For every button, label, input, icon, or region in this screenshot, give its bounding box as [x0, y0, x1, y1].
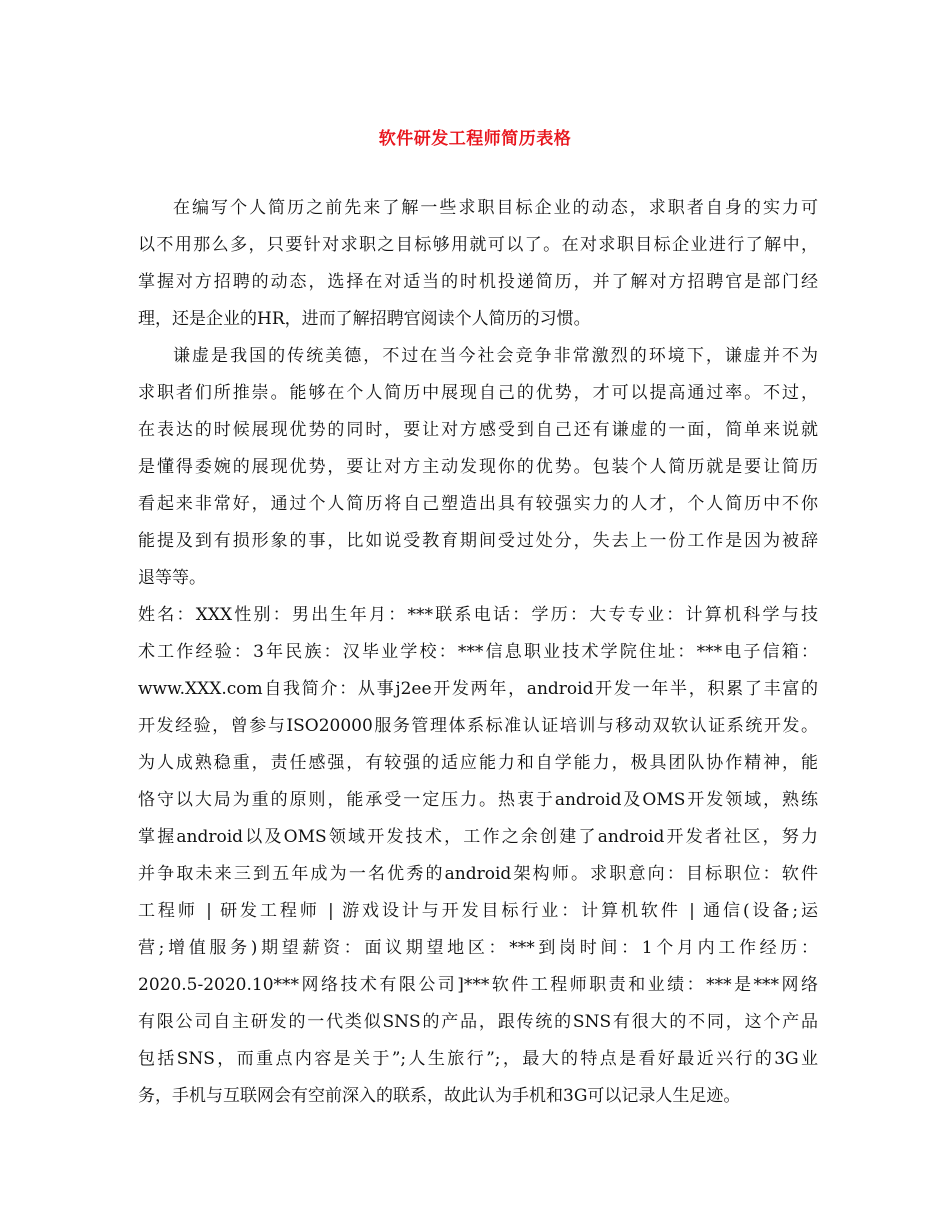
resume-line-5: 为人成熟稳重，责任感强，有较强的适应能力和自学能力，极具团队协作精神，能	[138, 753, 818, 773]
resume-line-1: 姓名：XXX性别：男出生年月：***联系电话：学历：大专专业：计算机科学与技	[138, 605, 818, 625]
paragraph-2-line-4: 是懂得委婉的展现优势，要让对方主动发现你的优势。包装个人简历就是要让简历	[138, 457, 818, 477]
resume-line-13: 包括SNS，而重点内容是关于”;人生旅行”;，最大的特点是看好最近兴行的3G业	[138, 1049, 818, 1069]
resume-line-12: 有限公司自主研发的一代类似SNS的产品，跟传统的SNS有很大的不同，这个产品	[138, 1012, 818, 1032]
document-title: 软件研发工程师简历表格	[378, 129, 572, 149]
resume-line-8: 并争取未来三到五年成为一名优秀的android架构师。求职意向：目标职位：软件	[138, 864, 818, 884]
resume-line-4: 开发经验，曾参与ISO20000服务管理体系标准认证培训与移动双软认证系统开发。	[138, 716, 818, 736]
paragraph-1-line-2: 以不用那么多，只要针对求职之目标够用就可以了。在对求职目标企业进行了解中，	[138, 235, 818, 255]
paragraph-1-line-4: 理，还是企业的HR，进而了解招聘官阅读个人简历的习惯。	[138, 309, 591, 329]
resume-line-11: 2020.5-2020.10***网络技术有限公司]***软件工程师职责和业绩：***是***网络	[138, 975, 818, 995]
resume-line-2: 术工作经验：3年民族：汉毕业学校：***信息职业技术学院住址：***电子信箱：	[138, 642, 818, 662]
paragraph-2-line-3: 在表达的时候展现优势的同时，要让对方感受到自己还有谦虚的一面，简单来说就	[138, 420, 818, 440]
paragraph-1-line-3: 掌握对方招聘的动态，选择在对适当的时机投递简历，并了解对方招聘官是部门经	[138, 272, 818, 292]
document-body	[138, 190, 818, 1115]
resume-line-9: 工程师 | 研发工程师 | 游戏设计与开发目标行业：计算机软件 | 通信(设备;运	[138, 901, 818, 921]
paragraph-2-line-1: 谦虚是我国的传统美德，不过在当今社会竞争非常激烈的环境下，谦虚并不为	[173, 346, 818, 366]
paragraph-2-line-5: 看起来非常好，通过个人简历将自己塑造出具有较强实力的人才，个人简历中不你	[138, 494, 818, 514]
resume-line-10: 营;增值服务)期望薪资：面议期望地区：***到岗时间：1个月内工作经历：	[138, 938, 818, 958]
paragraph-2-line-7: 退等等。	[138, 568, 206, 588]
resume-line-7: 掌握android以及OMS领域开发技术，工作之余创建了android开发者社区，努力	[138, 827, 818, 847]
paragraph-2-line-2: 求职者们所推崇。能够在个人简历中展现自己的优势，才可以提高通过率。不过，	[138, 383, 818, 403]
paragraph-2-line-6: 能提及到有损形象的事，比如说受教育期间受过处分，失去上一份工作是因为被辞	[138, 531, 818, 551]
resume-line-3: www.XXX.com自我简介：从事j2ee开发两年，android开发一年半，积累了丰富的	[138, 679, 818, 699]
resume-line-6: 恪守以大局为重的原则，能承受一定压力。热衷于android及OMS开发领域，熟练	[138, 790, 818, 810]
paragraph-1-line-1: 在编写个人简历之前先来了解一些求职目标企业的动态，求职者自身的实力可	[173, 198, 818, 218]
resume-line-14: 务，手机与互联网会有空前深入的联系，故此认为手机和3G可以记录人生足迹。	[138, 1086, 741, 1106]
